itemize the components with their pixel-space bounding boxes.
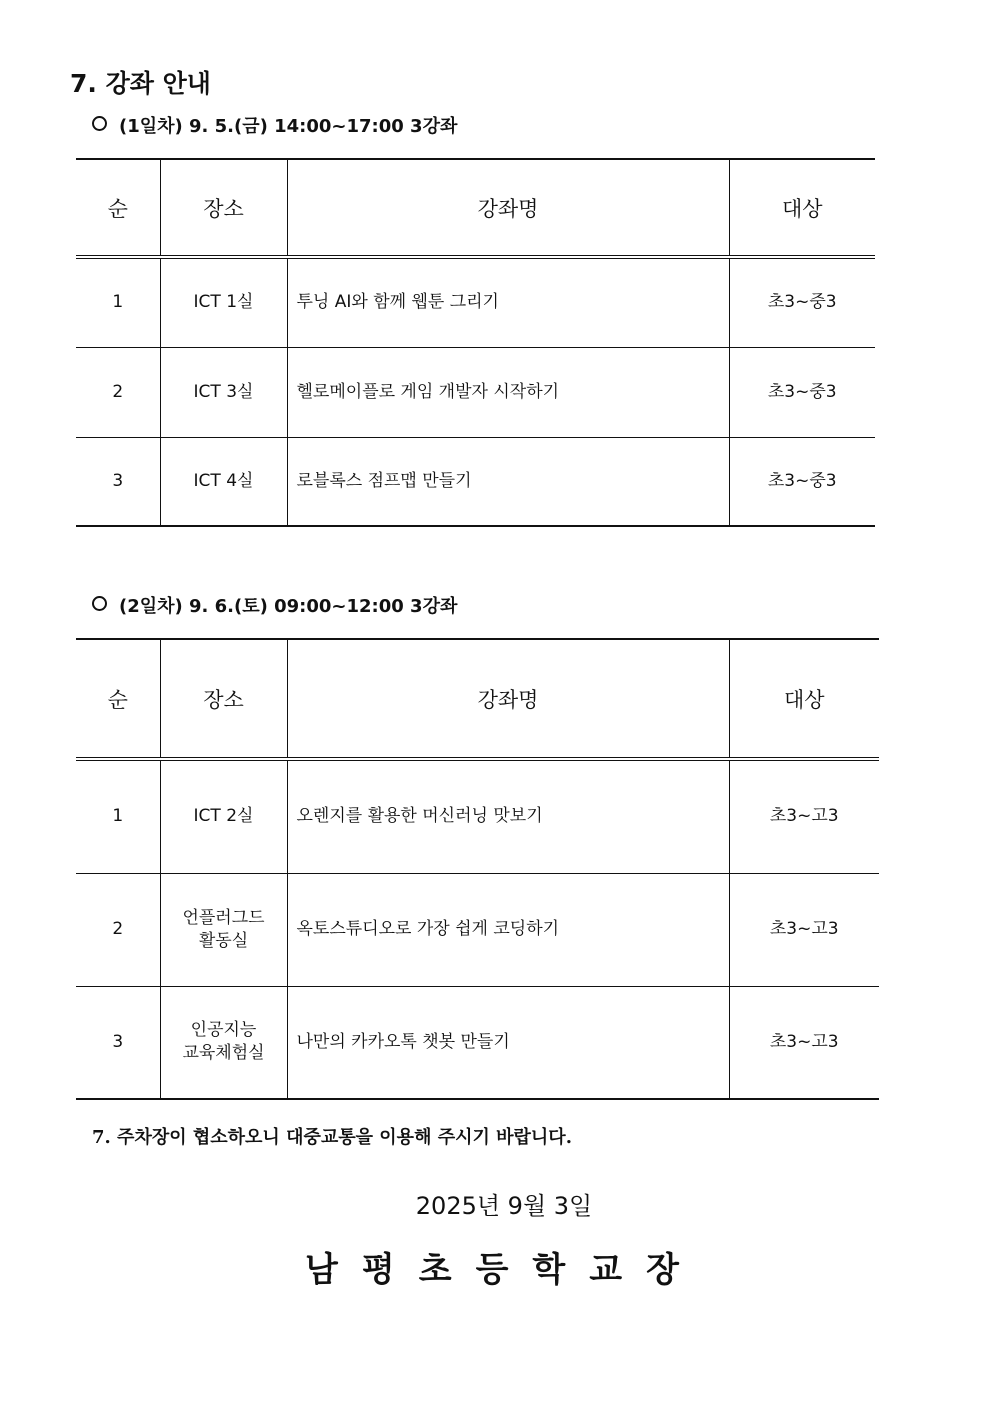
row-title: 투닝 AI와 함께 웹툰 그리기 xyxy=(287,257,729,347)
column-header-place: 장소 xyxy=(160,159,287,257)
row-no: 3 xyxy=(76,986,160,1099)
column-header-place: 장소 xyxy=(160,639,287,759)
row-place: ICT 1실 xyxy=(160,257,287,347)
column-header-target: 대상 xyxy=(729,639,879,759)
day1-table xyxy=(76,158,875,527)
table-header-row xyxy=(76,159,875,257)
day1-heading-text: (1일차) 9. 5.(금) 14:00~17:00 3강좌 xyxy=(119,116,458,137)
row-target: 초3~중3 xyxy=(729,257,875,347)
row-place-line1: 인공지능 xyxy=(190,1020,257,1041)
row-target: 초3~중3 xyxy=(729,347,875,437)
parking-notice: 7. 주차장이 협소하오니 대중교통을 이용해 주시기 바랍니다. xyxy=(92,1127,572,1148)
day2-heading-text: (2일차) 9. 6.(토) 09:00~12:00 3강좌 xyxy=(119,596,458,617)
row-target: 초3~고3 xyxy=(729,986,879,1099)
document-date: 2025년 9월 3일 xyxy=(415,1192,593,1220)
row-place-line2: 활동실 xyxy=(198,930,249,951)
day2-table xyxy=(76,638,879,1100)
column-header-no: 순 xyxy=(76,159,160,257)
row-title: 나만의 카카오톡 챗봇 만들기 xyxy=(287,986,729,1099)
row-place xyxy=(160,986,287,1099)
row-title: 로블록스 점프맵 만들기 xyxy=(287,437,729,526)
row-no: 2 xyxy=(76,873,160,986)
column-header-title: 강좌명 xyxy=(287,639,729,759)
row-target: 초3~고3 xyxy=(729,759,879,873)
row-no: 2 xyxy=(76,347,160,437)
table-row xyxy=(76,759,879,873)
table-row xyxy=(76,257,875,347)
row-target: 초3~고3 xyxy=(729,873,879,986)
day2-heading xyxy=(92,592,457,618)
table-header-row xyxy=(76,639,879,759)
row-title: 오렌지를 활용한 머신러닝 맛보기 xyxy=(287,759,729,873)
signer-name: 남평초등학교장 xyxy=(305,1250,703,1290)
table-row xyxy=(76,437,875,526)
row-title: 옥토스튜디오로 가장 쉽게 코딩하기 xyxy=(287,873,729,986)
row-no: 1 xyxy=(76,257,160,347)
column-header-no: 순 xyxy=(76,639,160,759)
row-place: ICT 4실 xyxy=(160,437,287,526)
circle-bullet-icon xyxy=(92,596,107,611)
row-no: 1 xyxy=(76,759,160,873)
column-header-title: 강좌명 xyxy=(287,159,729,257)
row-place: ICT 3실 xyxy=(160,347,287,437)
section-title: 7. 강좌 안내 xyxy=(70,69,211,98)
row-place: ICT 2실 xyxy=(160,759,287,873)
column-header-target: 대상 xyxy=(729,159,875,257)
row-place xyxy=(160,873,287,986)
row-title: 헬로메이플로 게임 개발자 시작하기 xyxy=(287,347,729,437)
day1-heading xyxy=(92,112,457,138)
row-no: 3 xyxy=(76,437,160,526)
table-row xyxy=(76,986,879,1099)
table-row xyxy=(76,347,875,437)
table-row xyxy=(76,873,879,986)
row-target: 초3~중3 xyxy=(729,437,875,526)
row-place-line2: 교육체험실 xyxy=(182,1043,265,1064)
circle-bullet-icon xyxy=(92,116,107,131)
row-place-line1: 언플러그드 xyxy=(182,907,265,928)
